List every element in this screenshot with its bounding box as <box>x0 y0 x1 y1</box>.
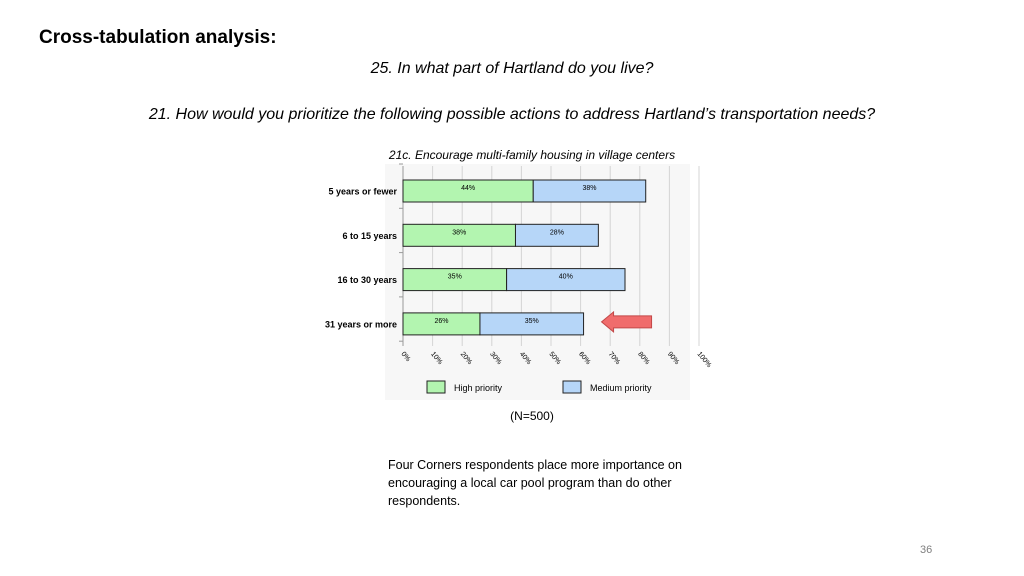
x-tick-label: 30% <box>488 350 503 367</box>
data-label: 26% <box>434 317 449 325</box>
x-tick-label: 60% <box>577 350 592 367</box>
x-tick-label: 50% <box>547 350 562 367</box>
legend-label: Medium priority <box>590 383 652 393</box>
question-25: 25. In what part of Hartland do you live? <box>370 60 654 77</box>
analysis-note: Four Corners respondents place more importance on encouraging a local car pool program than do other respondents. <box>388 458 682 508</box>
question-21: 21. How would you prioritize the following possible actions to address Hartland’s transportation needs? <box>148 106 876 123</box>
slide-heading: Cross-tabulation analysis: <box>39 27 277 48</box>
x-tick-label: 0% <box>399 350 412 364</box>
legend-swatch <box>563 381 581 393</box>
data-label: 35% <box>524 317 539 325</box>
x-tick-label: 100% <box>695 350 713 370</box>
x-tick-label: 20% <box>458 350 474 367</box>
data-label: 38% <box>582 185 597 192</box>
category-label: 31 years or more <box>324 319 397 330</box>
legend-swatch <box>427 381 445 393</box>
data-label: 28% <box>549 229 564 237</box>
chart-title: 21c. Encourage multi-family housing in village centers <box>388 148 676 162</box>
x-tick-label: 90% <box>665 350 681 367</box>
x-tick-label: 40% <box>517 350 533 367</box>
category-label: 16 to 30 years <box>337 275 397 286</box>
data-label: 44% <box>461 185 476 192</box>
page-number: 36 <box>920 544 933 556</box>
data-label: 38% <box>452 229 467 237</box>
x-tick-label: 80% <box>636 350 651 367</box>
sample-size: (N=500) <box>510 409 554 423</box>
data-label: 40% <box>558 273 573 281</box>
x-tick-label: 10% <box>429 350 444 367</box>
stacked-bar-chart <box>300 140 720 410</box>
category-label: 5 years or fewer <box>328 186 397 197</box>
data-label: 35% <box>447 273 462 281</box>
category-label: 6 to 15 years <box>342 230 397 241</box>
x-tick-label: 70% <box>606 350 622 367</box>
legend-label: High priority <box>454 383 503 393</box>
